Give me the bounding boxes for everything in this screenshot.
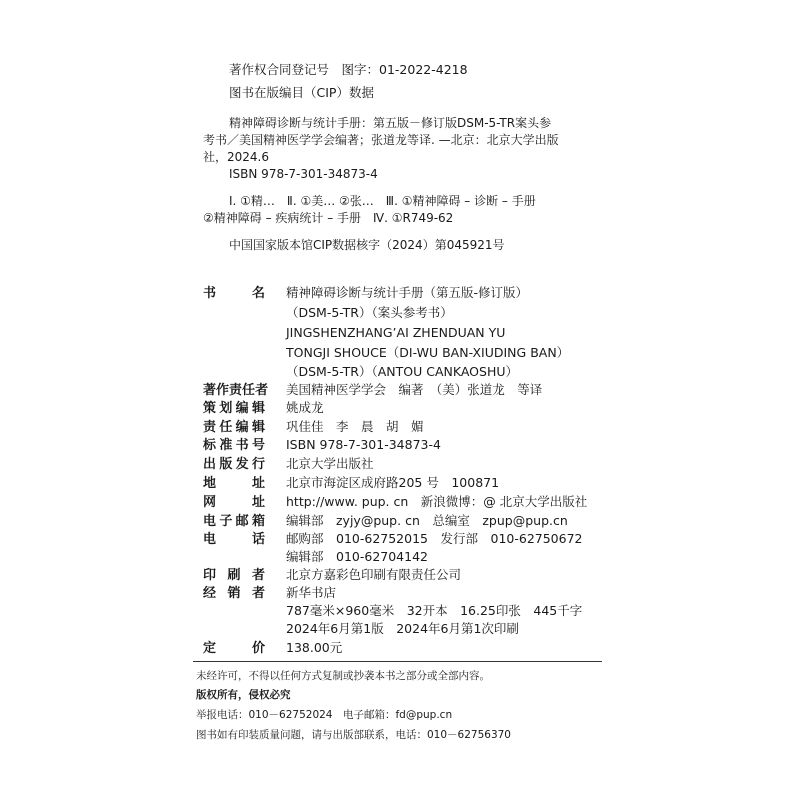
phone-value: 编辑部 010-62704142 <box>286 549 428 564</box>
book-title-pinyin: JINGSHENZHANG’AI ZHENDUAN YU <box>286 325 506 340</box>
author-value: 美国精神医学学会 编著 （美）张道龙 等译 <box>286 382 543 397</box>
title-label: 书 名 <box>203 286 265 301</box>
cip-subject-line: Ⅰ. ①精… Ⅱ. ①美… ②张… Ⅲ. ①精神障碍 – 诊断 – 手册 <box>229 194 536 208</box>
website-value: http://www. pup. cn 新浪微博：@ 北京大学出版社 <box>286 494 588 509</box>
divider <box>193 661 602 662</box>
distributor-label: 经 销 者 <box>203 586 265 601</box>
book-title-pinyin: TONGJI SHOUCE（DI-WU BAN-XIUDING BAN） <box>286 345 570 360</box>
price-value: 138.00元 <box>286 640 343 655</box>
printer-label: 印 刷 者 <box>203 568 265 583</box>
report-contact: 举报电话：010－62752024 电子邮箱：fd@pup.cn <box>196 709 453 721</box>
isbn-label: 标 准 书 号 <box>203 438 265 453</box>
website-label: 网 址 <box>203 495 265 510</box>
phone-label: 电 话 <box>203 532 265 547</box>
planner-value: 姚成龙 <box>286 400 324 415</box>
author-label: 著 作 责 任 者 <box>203 383 269 398</box>
edition-value: 2024年6月第1版 2024年6月第1次印刷 <box>286 621 519 636</box>
format-value: 787毫米×960毫米 32开本 16.25印张 445千字 <box>286 603 583 618</box>
book-title-pinyin: （DSM-5-TR）（ANTOU CANKAOSHU） <box>286 364 519 379</box>
phone-value: 邮购部 010-62752015 发行部 010-62750672 <box>286 531 583 546</box>
cip-description-line: 精神障碍诊断与统计手册：第五版－修订版DSM-5-TR案头参 <box>229 116 552 130</box>
address-label: 地 址 <box>203 476 265 491</box>
cip-description-line: 考书／美国精神医学学会编著；张道龙等译. —北京：北京大学出版 <box>203 133 559 147</box>
cip-heading: 图书在版编目（CIP）数据 <box>229 85 374 100</box>
cip-subject-line: ②精神障碍 – 疾病统计 – 手册 Ⅳ. ①R749-62 <box>203 211 454 225</box>
editor-label: 责 任 编 辑 <box>203 420 265 435</box>
copy-notice: 未经许可，不得以任何方式复制或抄袭本书之部分或全部内容。 <box>196 670 490 682</box>
email-value: 编辑部 zyjy@pup. cn 总编室 zpup@pup.cn <box>286 513 568 528</box>
cip-isbn: ISBN 978-7-301-34873-4 <box>229 167 378 181</box>
publisher-value: 北京大学出版社 <box>286 456 374 471</box>
isbn-value: ISBN 978-7-301-34873-4 <box>286 437 441 452</box>
planner-label: 策 划 编 辑 <box>203 401 265 416</box>
printer-value: 北京方嘉彩色印刷有限责任公司 <box>286 567 462 582</box>
book-title-line: （DSM-5-TR）（案头参考书） <box>286 305 453 320</box>
rights-notice: 版权所有，侵权必究 <box>196 689 291 701</box>
address-value: 北京市海淀区成府路205 号 100871 <box>286 475 500 490</box>
copyright-registration: 著作权合同登记号 图字：01-2022-4218 <box>229 62 468 77</box>
quality-contact: 图书如有印装质量问题，请与出版部联系，电话：010－62756370 <box>196 729 511 741</box>
email-label: 电 子 邮 箱 <box>203 514 265 529</box>
book-title: 精神障碍诊断与统计手册（第五版-修订版） <box>286 285 529 300</box>
distributor-value: 新华书店 <box>286 585 337 600</box>
cip-number: 中国国家版本馆CIP数据核字（2024）第045921号 <box>229 238 505 252</box>
price-label: 定 价 <box>203 641 265 656</box>
cip-description-line: 社，2024.6 <box>203 150 269 164</box>
publisher-label: 出 版 发 行 <box>203 457 265 472</box>
editor-value: 巩佳佳 李 晨 胡 媚 <box>286 419 424 434</box>
